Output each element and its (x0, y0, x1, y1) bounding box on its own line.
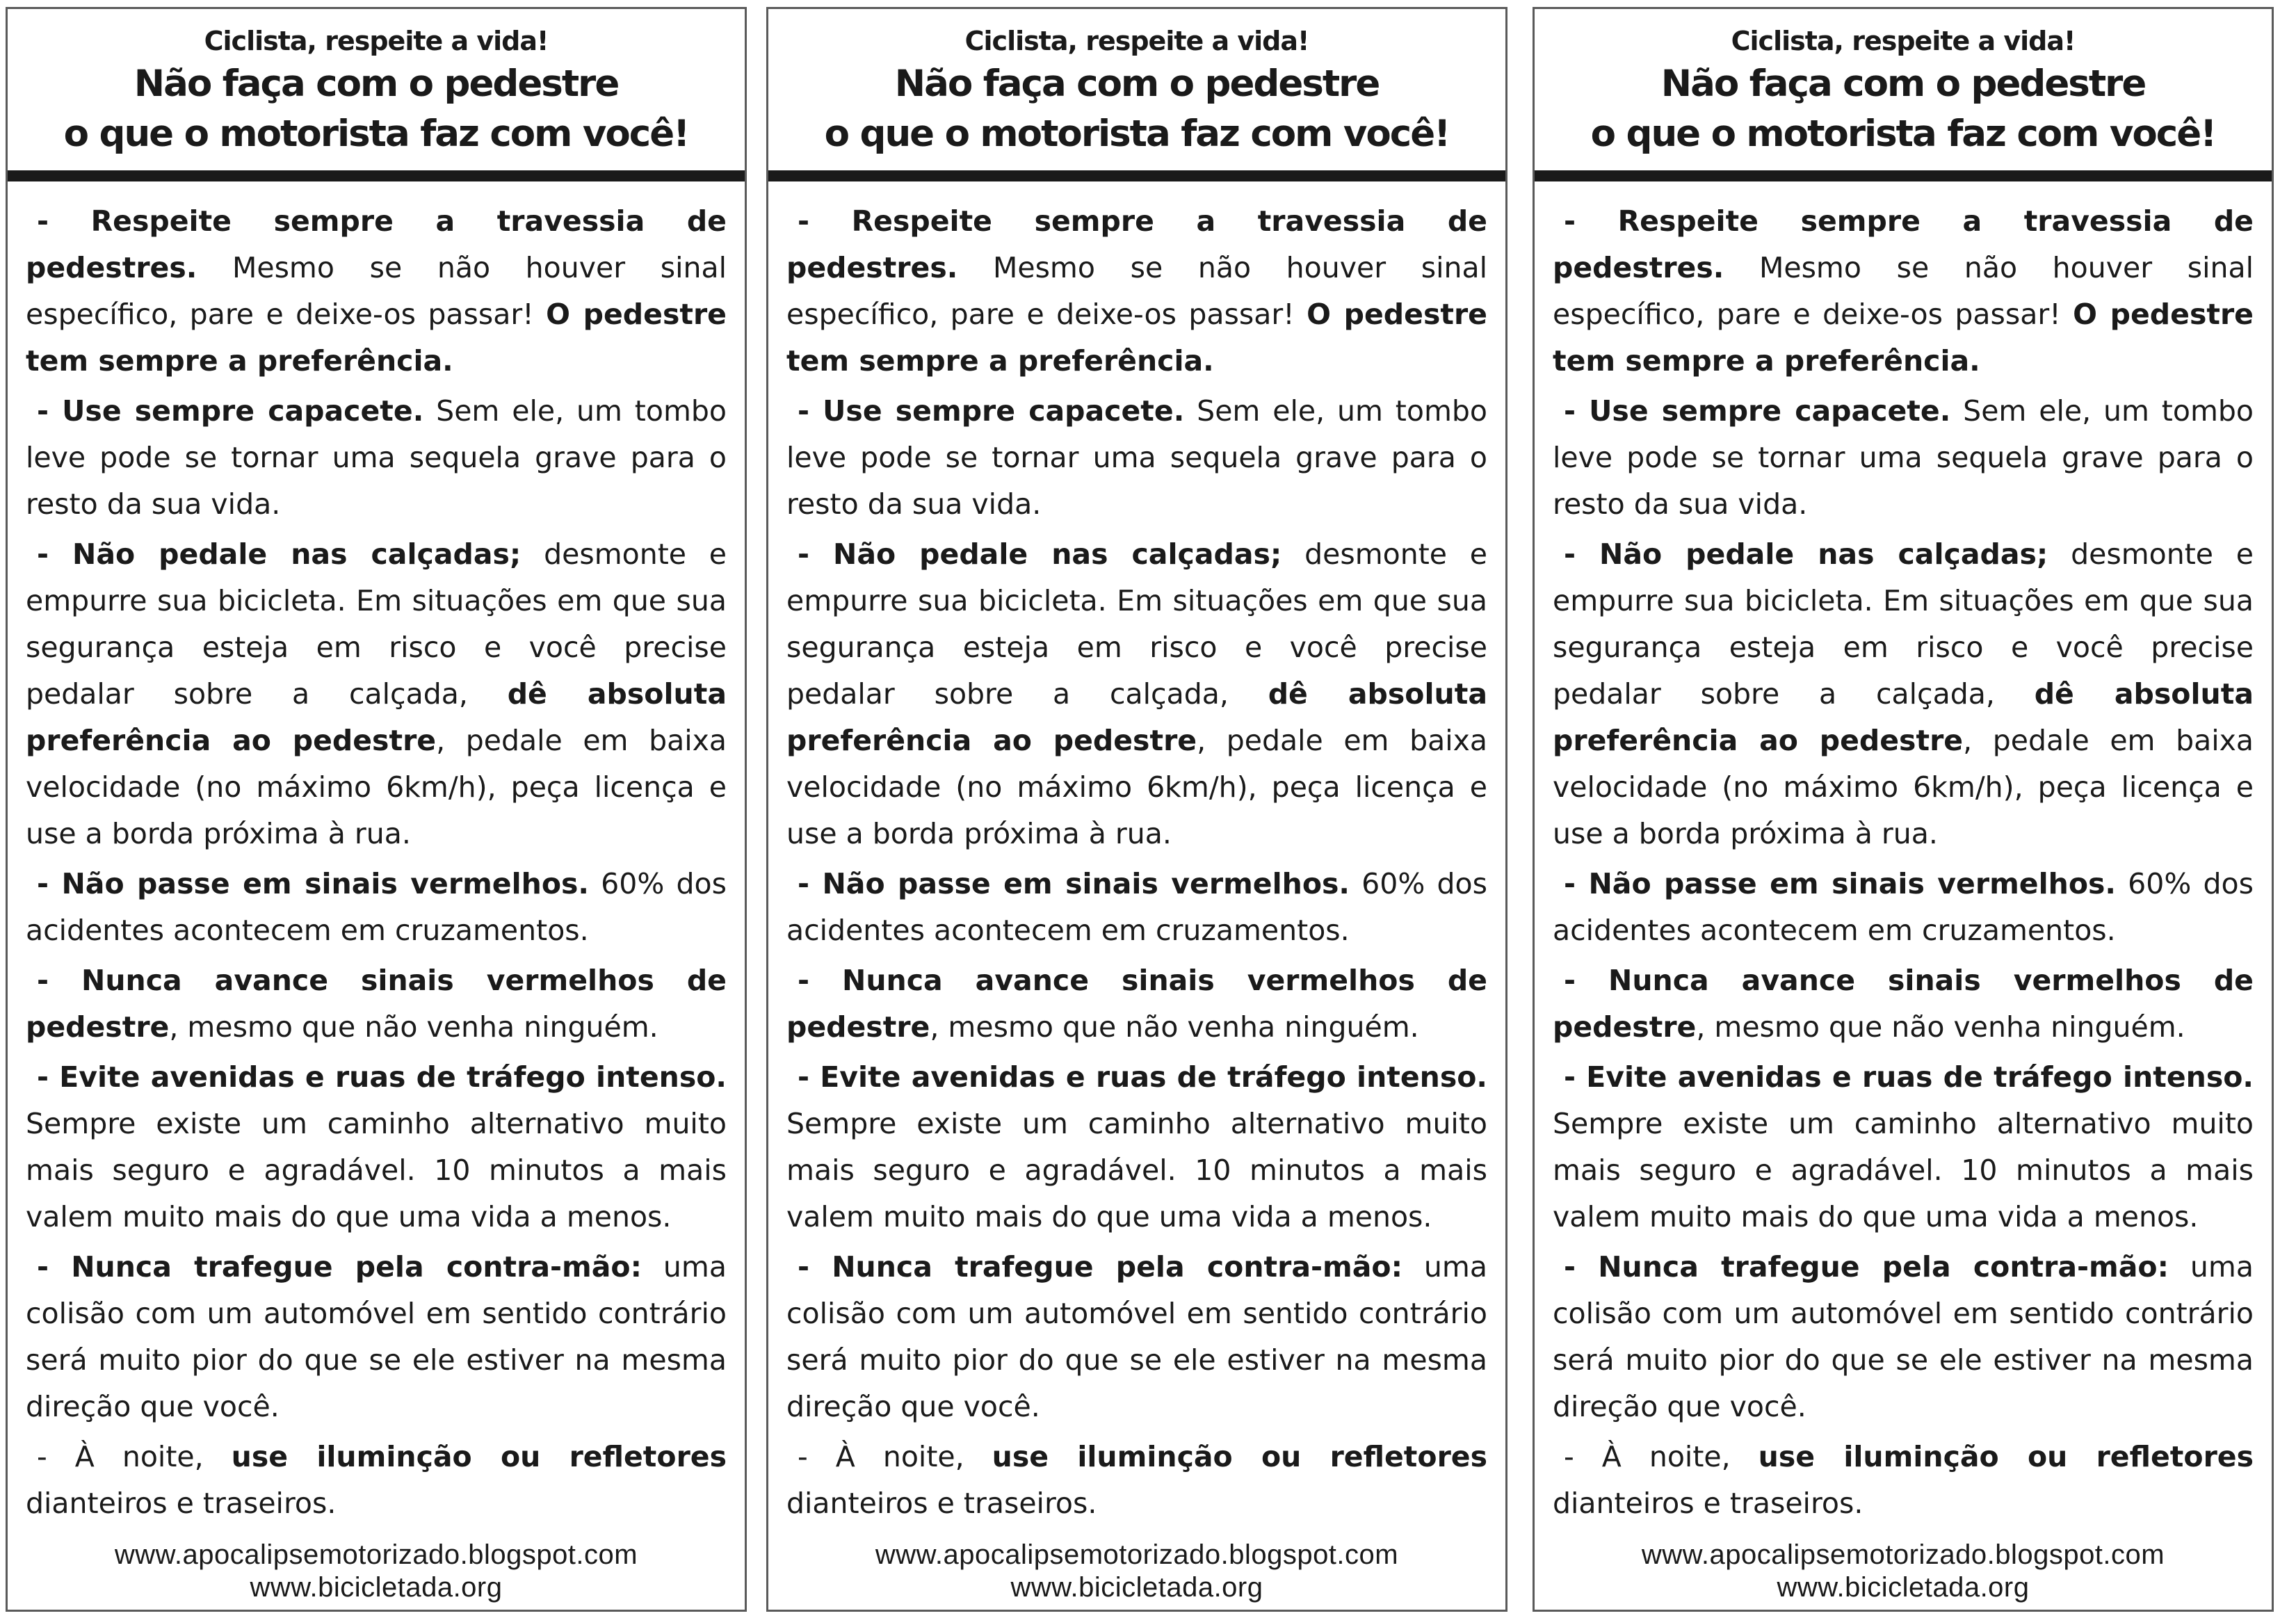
text-run: , pedale em baixa velocidade (no máximo 6km/h), peça licença e use a borda próxima à rua. (786, 724, 1487, 850)
text-run: - Evite avenidas e ruas de tráfego intenso. (798, 1060, 1487, 1094)
footer (8, 1539, 745, 1610)
rule-paragraph (786, 1054, 1487, 1240)
text-run: - Nunca avance sinais vermelhos de pedestre (26, 964, 727, 1044)
text-run: - À noite, (1564, 1440, 1759, 1473)
title-line-1: Não faça com o pedestre (134, 63, 619, 105)
text-run: - Use sempre capacete. (37, 394, 424, 428)
text-run: - Evite avenidas e ruas de tráfego intenso. (37, 1060, 727, 1094)
text-run: uma colisão com um automóvel em sentido contrário será muito pior do que se ele estiver na mesma direção que você. (1553, 1250, 2254, 1423)
text-run: Sempre existe um caminho alternativo muito mais seguro e agradável. 10 minutos a mais valem muito mais do que uma vida a menos. (786, 1107, 1487, 1233)
rule-paragraph (1553, 198, 2254, 385)
flyer-column (766, 7, 1507, 1612)
text-run: - Não pedale nas calçadas; (798, 537, 1282, 571)
rule-paragraph (786, 388, 1487, 528)
text-run: desmonte e empurre sua bicicleta. Em situações em que sua segurança esteja em risco e você precise pedalar sobre a calçada, (786, 537, 1487, 711)
text-run: Sempre existe um caminho alternativo muito mais seguro e agradável. 10 minutos a mais valem muito mais do que uma vida a menos. (1553, 1107, 2254, 1233)
flyer-header (768, 9, 1505, 170)
title-line-1: Não faça com o pedestre (1660, 63, 2146, 105)
text-run: use iluminção ou refletores (992, 1440, 1487, 1473)
footer-url: www.bicicletada.org (1777, 1572, 2030, 1603)
text-run: - Nunca avance sinais vermelhos de pedestre (1553, 964, 2254, 1044)
rule-paragraph (26, 957, 727, 1051)
text-run: uma colisão com um automóvel em sentido contrário será muito pior do que se ele estiver na mesma direção que você. (786, 1250, 1487, 1423)
footer-url: www.bicicletada.org (250, 1572, 503, 1603)
divider-rule (1535, 170, 2272, 181)
rule-paragraph (26, 198, 727, 385)
text-run: 60% dos acidentes acontecem em cruzamentos. (1553, 867, 2254, 947)
rule-paragraph (26, 531, 727, 857)
title-line-2: o que o motorista faz com você! (824, 113, 1450, 155)
text-run: 60% dos acidentes acontecem em cruzamentos. (26, 867, 727, 947)
rule-paragraph (26, 388, 727, 528)
text-run: - Nunca trafegue pela contra-mão: (798, 1250, 1402, 1284)
text-run: Mesmo se não houver sinal específico, pare e deixe-os passar! (1553, 251, 2254, 331)
text-run: dianteiros e traseiros. (786, 1487, 1097, 1520)
title-line-2: o que o motorista faz com você! (63, 113, 689, 155)
footer (1535, 1539, 2272, 1610)
text-run: dê absoluta preferência ao pedestre (26, 677, 727, 757)
text-run: , mesmo que não venha ninguém. (1696, 1010, 2185, 1044)
body-text (768, 181, 1505, 1539)
text-run: - Não pedale nas calçadas; (37, 537, 522, 571)
text-run: Mesmo se não houver sinal específico, pare e deixe-os passar! (26, 251, 727, 331)
body-text (8, 181, 745, 1539)
rule-paragraph (26, 1054, 727, 1240)
footer-url: www.apocalipsemotorizado.blogspot.com (1641, 1539, 2165, 1570)
text-run: desmonte e empurre sua bicicleta. Em situações em que sua segurança esteja em risco e você precise pedalar sobre a calçada, (26, 537, 727, 711)
text-run: - Respeite sempre a travessia de pedestres. (786, 204, 1487, 284)
rule-paragraph (1553, 957, 2254, 1051)
footer-url: www.bicicletada.org (1010, 1572, 1263, 1603)
rule-paragraph (786, 957, 1487, 1051)
divider-rule (8, 170, 745, 181)
text-run: uma colisão com um automóvel em sentido contrário será muito pior do que se ele estiver na mesma direção que você. (26, 1250, 727, 1423)
rule-paragraph (1553, 1244, 2254, 1430)
title-line-1: Não faça com o pedestre (894, 63, 1380, 105)
flyer-column (1533, 7, 2274, 1612)
text-run: use iluminção ou refletores (1758, 1440, 2254, 1473)
text-run: , mesmo que não venha ninguém. (169, 1010, 658, 1044)
text-run: , mesmo que não venha ninguém. (930, 1010, 1419, 1044)
body-text (1535, 181, 2272, 1539)
text-run: - Nunca trafegue pela contra-mão: (37, 1250, 642, 1284)
rule-paragraph (786, 531, 1487, 857)
text-run: O pedestre tem sempre a preferência. (26, 298, 727, 378)
rule-paragraph (1553, 861, 2254, 954)
text-run: Sem ele, um tombo leve pode se tornar uma sequela grave para o resto da sua vida. (786, 394, 1488, 521)
text-run: O pedestre tem sempre a preferência. (1553, 298, 2254, 378)
text-run: dê absoluta preferência ao pedestre (1553, 677, 2254, 757)
flyer-column (6, 7, 747, 1612)
text-run: Sem ele, um tombo leve pode se tornar uma sequela grave para o resto da sua vida. (1553, 394, 2254, 521)
text-run: Mesmo se não houver sinal específico, pare e deixe-os passar! (786, 251, 1487, 331)
text-run: Sempre existe um caminho alternativo muito mais seguro e agradável. 10 minutos a mais valem muito mais do que uma vida a menos. (26, 1107, 727, 1233)
flyer-header (1535, 9, 2272, 170)
text-run: dê absoluta preferência ao pedestre (786, 677, 1487, 757)
rule-paragraph (1553, 531, 2254, 857)
text-run: - Não passe em sinais vermelhos. (798, 867, 1350, 900)
kicker-text: Ciclista, respeite a vida! (1731, 26, 2076, 56)
text-run: , pedale em baixa velocidade (no máximo 6km/h), peça licença e use a borda próxima à rua. (1553, 724, 2254, 850)
footer (768, 1539, 1505, 1610)
kicker-text: Ciclista, respeite a vida! (964, 26, 1309, 56)
text-run: - Use sempre capacete. (1564, 394, 1951, 428)
text-run: , pedale em baixa velocidade (no máximo 6km/h), peça licença e use a borda próxima à rua. (26, 724, 727, 850)
text-run: - Não passe em sinais vermelhos. (1564, 867, 2116, 900)
text-run: - À noite, (798, 1440, 992, 1473)
rule-paragraph (786, 198, 1487, 385)
rule-paragraph (26, 1434, 727, 1527)
footer-url: www.apocalipsemotorizado.blogspot.com (114, 1539, 638, 1570)
text-run: desmonte e empurre sua bicicleta. Em situações em que sua segurança esteja em risco e você precise pedalar sobre a calçada, (1553, 537, 2254, 711)
text-run: - Use sempre capacete. (798, 394, 1185, 428)
divider-rule (768, 170, 1505, 181)
text-run: O pedestre tem sempre a preferência. (786, 298, 1487, 378)
kicker-text: Ciclista, respeite a vida! (204, 26, 549, 56)
rule-paragraph (786, 1244, 1487, 1430)
title-line-2: o que o motorista faz com você! (1590, 113, 2216, 155)
rule-paragraph (1553, 388, 2254, 528)
rule-paragraph (1553, 1054, 2254, 1240)
text-run: use iluminção ou refletores (231, 1440, 727, 1473)
flyer-header (8, 9, 745, 170)
text-run: - À noite, (37, 1440, 232, 1473)
rule-paragraph (26, 1244, 727, 1430)
text-run: - Não pedale nas calçadas; (1564, 537, 2048, 571)
text-run: Sem ele, um tombo leve pode se tornar uma sequela grave para o resto da sua vida. (26, 394, 727, 521)
text-run: - Nunca avance sinais vermelhos de pedestre (786, 964, 1487, 1044)
text-run: - Respeite sempre a travessia de pedestres. (1553, 204, 2254, 284)
rule-paragraph (1553, 1434, 2254, 1527)
text-run: dianteiros e traseiros. (26, 1487, 337, 1520)
text-run: dianteiros e traseiros. (1553, 1487, 1864, 1520)
text-run: - Não passe em sinais vermelhos. (37, 867, 589, 900)
footer-url: www.apocalipsemotorizado.blogspot.com (875, 1539, 1399, 1570)
text-run: - Respeite sempre a travessia de pedestres. (26, 204, 727, 284)
text-run: - Nunca trafegue pela contra-mão: (1564, 1250, 2169, 1284)
rule-paragraph (26, 861, 727, 954)
text-run: 60% dos acidentes acontecem em cruzamentos. (786, 867, 1487, 947)
rule-paragraph (786, 1434, 1487, 1527)
rule-paragraph (786, 861, 1487, 954)
text-run: - Evite avenidas e ruas de tráfego intenso. (1564, 1060, 2254, 1094)
